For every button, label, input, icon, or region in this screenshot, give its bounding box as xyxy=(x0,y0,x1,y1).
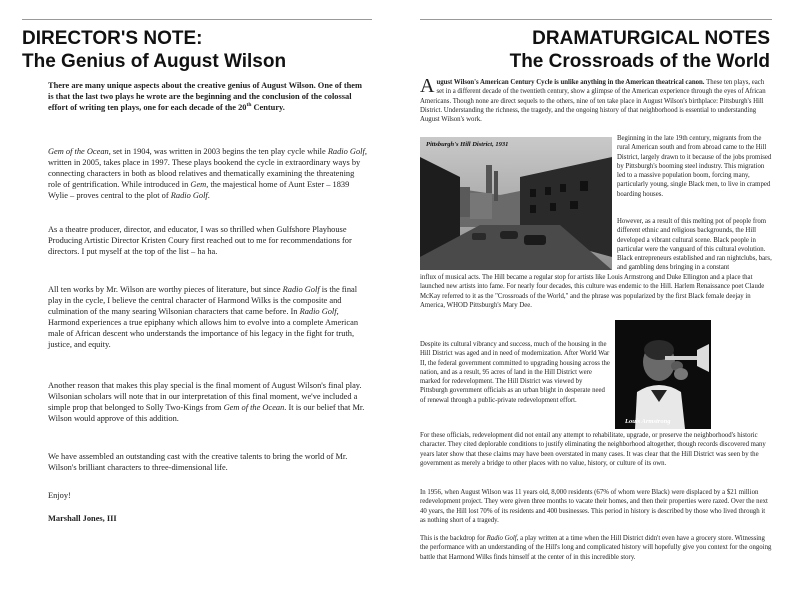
louis-armstrong-photo-image xyxy=(615,320,711,429)
right-paragraph-2b: influx of musical acts. The Hill became a regular stop for artists like Louis Armstrong and Duke Ellington and a place that launched new artists into fame. For nearly four decades, this culture was endemic to the Hill. Harlem Renaissance poet Claude McKay referred to it as the "Crossroads of the World," and the phrase was popularized by the first Black female deejay in America, WHOD Pittsburgh's Mary Dee. xyxy=(420,274,765,309)
left-paragraph-4: All ten works by Mr. Wilson are worthy pieces of literature, but since Radio Golf is the final play in the cycle, I believe the central character of Harmond Wilks is the composite and culmination of the many searing Wilsonian characters that came before. In Radio Golf, Harmond experiences a true epiphany which allows him to evolve into a complete American male of African descent who understands the importance of his legacy in the fight for truth, justice, and equity. xyxy=(48,285,359,349)
left-paragraph-7: Enjoy! xyxy=(48,491,71,500)
left-top-rule xyxy=(22,19,372,20)
dramaturgical-subheading: The Crossroads of the World xyxy=(509,51,770,72)
right-paragraph-3: Despite its cultural vibrancy and success, much of the housing in the Hill District was aged and in need of modernization. After World War II, the federal government committed to upgrading housing across the nation, and as a result, 95 acres of land in the Hill District were marked for redevelopment. The Hill District was viewed by Pittsburgh government officials as an urban blight in desperate need of renewal through a public-private redevelopment effort. xyxy=(420,341,610,404)
drop-cap: A xyxy=(420,75,435,97)
director-note-subheading: The Genius of August Wilson xyxy=(22,51,287,72)
signature: Marshall Jones, III xyxy=(48,514,117,523)
right-paragraph-5: In 1956, when August Wilson was 11 years old, 8,000 residents (67% of whom were Black) were displaced by a $21 million redevelopment project. They were given three months to vacate their homes, and then their properties were razed. Over the next 40 years, the Hill lost 70% of its residents and 400 businesses. This period in history is described by those who lived through it as nothing short of a tragedy. xyxy=(420,489,768,524)
hill-district-photo xyxy=(420,137,612,270)
left-paragraph-6: We have assembled an outstanding cast with the creative talents to bring the world of Mr. Wilson's brilliant characters to three-dimensional life. xyxy=(48,452,348,472)
left-paragraph-1: There are many unique aspects about the creative genius of August Wilson. One of them is that the last two plays he wrote are the beginning and the conclusion of the colossal effort of writing ten plays, one for each decade of the 20th Century. xyxy=(48,81,362,112)
left-paragraph-3: As a theatre producer, director, and educator, I was so thrilled when Gulfshore Playhouse Producing Artistic Director Kristen Coury first reached out to me for recommendations for directors. I put myself at the top of the list – ha ha. xyxy=(48,225,352,256)
right-paragraph-2a: However, as a result of this melting pot of people from different ethnic and religious backgrounds, the Hill developed a vibrant cultural scene. Black people in particular were the vanguard of this cultural evolution. Black entrepreneurs established and ran nightclubs, bars, and gambling dens bringing in a constant xyxy=(617,218,772,272)
louis-armstrong-photo xyxy=(615,320,711,429)
intro-paragraph: August Wilson's American Century Cycle is unlike anything in the American theatrical canon. These ten plays, each set in a different decade of the twentieth century, show a glimpse of the American experience through the eyes of African Americans. Though none are direct sequels to the others, nine of ten take place in August Wilson's birthplace: Pittsburgh's Hill District. Understanding the richness, the tragedy, and the ongoing history of that neighborhood is essential to understanding August Wilson's work. xyxy=(420,75,766,124)
hill-district-photo-image xyxy=(420,137,612,270)
left-paragraph-2: Gem of the Ocean, set in 1904, was written in 2003 begins the ten play cycle while Radio Golf, written in 2005, takes place in 1997. These plays bookend the cycle in extraordinary ways by connecting characters in both as blood relatives and thematically examining the threatening role of gentrification. While introduced in Gem, the majestical home of Aunt Ester – 1839 Wylie – proves central to the plot of Radio Golf. xyxy=(48,147,367,200)
director-note-heading: DIRECTOR'S NOTE: xyxy=(22,28,203,49)
left-paragraph-5: Another reason that makes this play special is the final moment of August Wilson's final play. Wilsonian scholars will note that in our interpretation of this final moment, we've included a simple prop that belonged to Solly Two-Kings from Gem of the Ocean. It is our belief that Mr. Wilson would approve of this addition. xyxy=(48,381,365,423)
louis-armstrong-caption: Louis Armstrong xyxy=(625,418,671,425)
dramaturgical-heading: DRAMATURGICAL NOTES xyxy=(532,28,770,49)
right-paragraph-4: For these officials, redevelopment did not entail any attempt to rehabilitate, upgrade, or preserve the neighborhood's historic character. They cited deplorable conditions to justify eliminating the neighborhood altogether, though records discovered many years later show that these claims may have been overstated in many cases. It was clear that the Hill District was seen by the government as merely a bridge to other places with no value, history, or culture of its own. xyxy=(420,432,766,467)
right-paragraph-6: This is the backdrop for Radio Golf, a play written at a time when the Hill District didn't even have a grocery store. Witnessing the performance with an understanding of the Hill's long and complicated history will hopefully give you context for the ongoing battle that Harmond Wilks finds himself at the center of in this incredible story. xyxy=(420,535,772,561)
hill-district-photo-caption: Pittsburgh's Hill District, 1931 xyxy=(426,141,509,148)
right-paragraph-1: Beginning in the late 19th century, migrants from the rural American south and from abroad came to the Hill District, largely drawn to it because of the jobs promised by Pittsburgh's booming steel industry. This migration led to a massive population boom, forcing many, particularly young, single Black men, to live in cramped boarding houses. xyxy=(617,135,772,198)
right-top-rule xyxy=(420,19,772,20)
